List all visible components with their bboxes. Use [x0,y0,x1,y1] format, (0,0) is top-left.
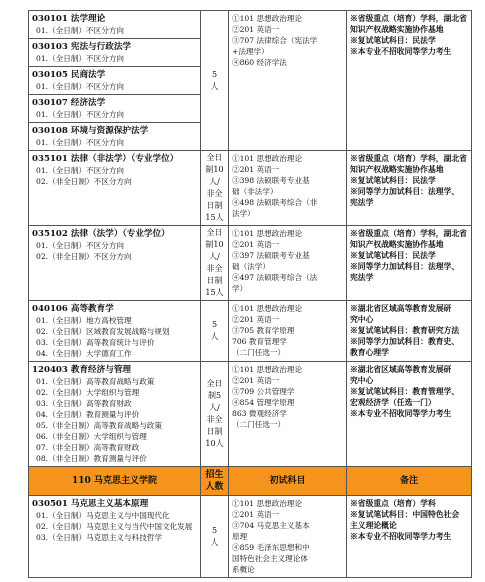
program-title: 030105 民商法学 [32,70,106,80]
research-direction: 04.（全日制）教育测量与评价 [36,410,140,419]
program-block [32,498,197,543]
program-cell [29,226,201,301]
program-block [29,66,200,92]
research-direction: 03.（全日制）马克思主义与科技哲学 [36,533,162,542]
exam-subject-line: ③397 法硕联考专业基 [232,251,310,260]
research-direction: 01.（全日制）马克思主义与中国现代化 [36,511,170,520]
quota-line: 人 [210,81,219,91]
note-line: ※本专业不招收同等学力考生 [350,47,452,56]
notes-cell [347,226,472,301]
program-title: 030501 马克思主义基本原理 [32,499,149,509]
research-direction: 01.（全日制）不区分方向 [36,166,125,175]
research-direction: 02.（全日制）大学组织与管理 [36,388,140,397]
program-title: 030101 法学理论 [32,14,106,24]
exam-subject-line: ④859 毛泽东思想和中 [232,543,310,552]
exam-subject-line: ①101 思想政治理论 [232,229,303,238]
program-title: 035102 法律（法学）（专业学位） [32,229,170,239]
quota-line: 非全 [206,415,223,424]
program-row [29,301,472,362]
note-line: 知识产权战略实施协作基地 [350,165,444,174]
quota-header: 招生人数 [201,467,229,496]
exam-subject-line: ②201 英语一 [232,25,280,34]
program-title: 035101 法律（非法学）（专业学位） [32,154,179,164]
exam-subject-line: ①101 思想政治理论 [232,304,303,313]
exam-subject-line: ②201 英语一 [232,510,280,519]
research-direction: 01.（全日制）不区分方向 [36,82,125,91]
research-direction: 01.（全日制）不区分方向 [36,138,125,147]
note-line: ※同等学力加试科目：法理学、 [350,187,460,196]
exam-header: 初试科目 [229,467,347,496]
quota-cell [201,226,229,301]
section-name: 110 马克思主义学院 [29,467,201,496]
program-block [32,303,197,359]
note-line: ※省级重点（培育）学科，湖北省 [350,154,467,163]
quota-cell [201,362,229,467]
exam-subject-line: +法理学） [232,47,269,56]
note-line: ※同等学力加试科目：教育史、 [350,337,460,346]
quota-cell [201,301,229,362]
quota-line: 人 [210,332,219,341]
quota-line: 全日 [206,153,223,162]
quota-line: 制10 [205,240,224,249]
note-line: ※省级重点（培育）学科 [350,499,436,508]
research-direction: 08.（非全日制）教育测量与评价 [36,454,147,463]
note-line: 宪法学 [350,198,374,207]
quota-line: 人/ [209,177,220,186]
research-direction: 05.（非全日制）高等教育战略与政策 [36,421,162,430]
note-line: ※复试笔试科目：教育管理学、 [350,387,460,396]
exam-subject-line: ③709 公共管理学 [232,387,295,396]
quota-line: 日制 [206,427,223,436]
note-line: 教育心理学 [350,348,389,357]
program-cell [29,362,201,467]
research-direction: 01.（全日制）不区分方向 [36,26,125,35]
note-line: 宏观经济学（任选一门） [350,398,436,407]
program-block [29,122,200,148]
exam-subject-line: 706 教育管理学 [232,337,287,346]
note-line: ※省级重点（培育）学科，湖北省 [350,14,467,23]
research-direction: 01.（全日制）不区分方向 [36,241,125,250]
exam-subject-line: ④860 经济学法 [232,58,287,67]
note-line: ※同等学力加试科目：法理学、 [350,262,460,271]
program-title: 120403 教育经济与管理 [32,365,132,375]
exam-subject-line: 学） [232,284,248,293]
research-direction: 06.（非全日制）大学组织与管理 [36,432,147,441]
quota-line: 制10 [205,165,224,174]
quota-line: 全日 [206,228,223,237]
exam-subjects-cell [229,301,347,362]
program-row [29,496,472,578]
research-direction: 02.（非全日制）不区分方向 [36,252,132,261]
research-direction: 01.（全日制）高等教育战略与政策 [36,377,155,386]
program-row [29,362,472,467]
program-block [32,364,197,464]
program-cell [29,496,201,578]
notes-cell [347,151,472,226]
quota-line: 10人 [205,439,224,448]
exam-subject-line: 863 微观经济学 [232,409,287,418]
note-header: 备注 [347,467,472,496]
note-line: ※本专业不招收同等学力考生 [350,532,452,541]
research-direction: 04.（全日制）大学德育工作 [36,349,132,358]
quota-cell [201,151,229,226]
note-line: ※复试笔试科目：民法学 [350,251,436,260]
program-title: 030103 宪法与行政法学 [32,42,132,52]
quota-line: 15人 [205,288,224,297]
quota-line: 人 [210,537,219,547]
quota-line: 15人 [205,213,224,222]
exam-subjects-cell [229,11,347,151]
notes-cell [347,301,472,362]
note-line: ※复试笔试科目：教育研究方法 [350,326,460,335]
exam-subject-line: ④497 法硕联考综合（法 [232,273,318,282]
program-cell [29,11,201,151]
exam-subject-line: 础（非法学） [232,187,278,196]
note-line: ※复试笔试科目：民法学 [350,176,436,185]
exam-subject-line: ③705 教育学原理 [232,326,295,335]
quota-line: 5 [211,525,218,535]
exam-subject-line: ②201 英语一 [232,376,280,385]
note-line: ※湖北省区域高等教育发展研 [350,304,452,313]
research-direction: 01.（全日制）不区分方向 [36,110,125,119]
admissions-table [28,10,472,578]
quota-cell [201,496,229,578]
quota-line: 5 [211,320,218,329]
exam-subject-line: ②201 英语一 [232,240,280,249]
program-title: 030108 环境与资源保护法学 [32,126,149,136]
program-title: 040106 高等教育学 [32,304,114,314]
research-direction: 01.（全日制）不区分方向 [36,54,125,63]
note-line: 知识产权战略实施协作基地 [350,25,444,34]
exam-subject-line: ①101 思想政治理论 [232,499,303,508]
exam-subject-line: 国特色社会主义理论体 [232,554,308,563]
note-line: ※本专业不招收同等学力考生 [350,409,452,418]
exam-subjects-cell [229,226,347,301]
exam-subjects-cell [229,362,347,467]
program-row [29,226,472,301]
program-cell [29,151,201,226]
quota-line: 日制 [206,201,223,210]
exam-subject-line: ④498 法硕联考综合（非 [232,198,318,207]
note-line: 主义理论概论 [350,521,397,530]
exam-subject-line: 原理 [232,532,248,541]
quota-line: 人/ [209,252,220,261]
notes-cell [347,496,472,578]
note-line: ※复试笔试科目：中国特色社会 [350,510,460,519]
note-line: 知识产权战略实施协作基地 [350,240,444,249]
exam-subject-line: ②201 英语一 [232,165,280,174]
program-block [32,153,197,187]
quota-line: 非全 [206,264,223,273]
program-row [29,151,472,226]
notes-cell [347,11,472,151]
research-direction: 02.（全日制）区域教育发展战略与规划 [36,327,170,336]
exam-subject-line: ③398 法硕联考专业基 [232,176,310,185]
quota-line: 制5 [207,391,222,400]
research-direction: 03.（全日制）高等教育财政 [36,399,132,408]
research-direction: 03.（全日制）高等教育统计与评价 [36,338,155,347]
exam-subject-line: ③704 马克思主义基本 [232,521,310,530]
exam-subject-line: ①101 思想政治理论 [232,365,303,374]
exam-subject-line: 础（法学） [232,262,270,271]
note-line: ※湖北省区域高等教育发展研 [350,365,452,374]
exam-subject-line: ①101 思想政治理论 [232,14,303,23]
exam-subject-line: ②201 英语一 [232,315,280,324]
program-block [32,228,197,262]
exam-subjects-cell [229,496,347,578]
program-block [32,13,197,36]
quota-line: 非全 [206,189,223,198]
quota-line: 全日 [206,379,223,388]
note-line: 宪法学 [350,273,374,282]
note-line: ※省级重点（培育）学科，湖北省 [350,229,467,238]
program-cell [29,301,201,362]
program-title: 030107 经济法学 [32,98,106,108]
research-direction: 02.（非全日制）不区分方向 [36,177,132,186]
program-block [29,94,200,120]
quota-line: 人/ [209,403,220,412]
program-block [29,38,200,64]
note-line: 究中心 [350,376,374,385]
research-direction: 01.（全日制）地方高校管理 [36,316,132,325]
section-header-row [29,467,472,496]
research-direction: 02.（全日制）马克思主义与当代中国文化发展 [36,522,193,531]
exam-subject-line: ③707 法律综合（宪法学 [232,36,318,45]
quota-cell [201,11,229,151]
note-line: ※复试笔试科目：民法学 [350,36,436,45]
exam-subject-line: （二门任选一） [232,348,286,357]
exam-subject-line: ④854 管理学原理 [232,398,295,407]
program-row [29,11,472,151]
exam-subject-line: 系概论 [232,565,255,574]
notes-cell [347,362,472,467]
exam-subject-line: 法学） [232,209,255,218]
note-line: 究中心 [350,315,374,324]
research-direction: 07.（非全日制）高等教育财政 [36,443,140,452]
exam-subject-line: （二门任选一） [232,420,286,429]
quota-line: 5 [211,69,218,79]
quota-line: 日制 [206,276,223,285]
exam-subject-line: ①101 思想政治理论 [232,154,303,163]
exam-subjects-cell [229,151,347,226]
